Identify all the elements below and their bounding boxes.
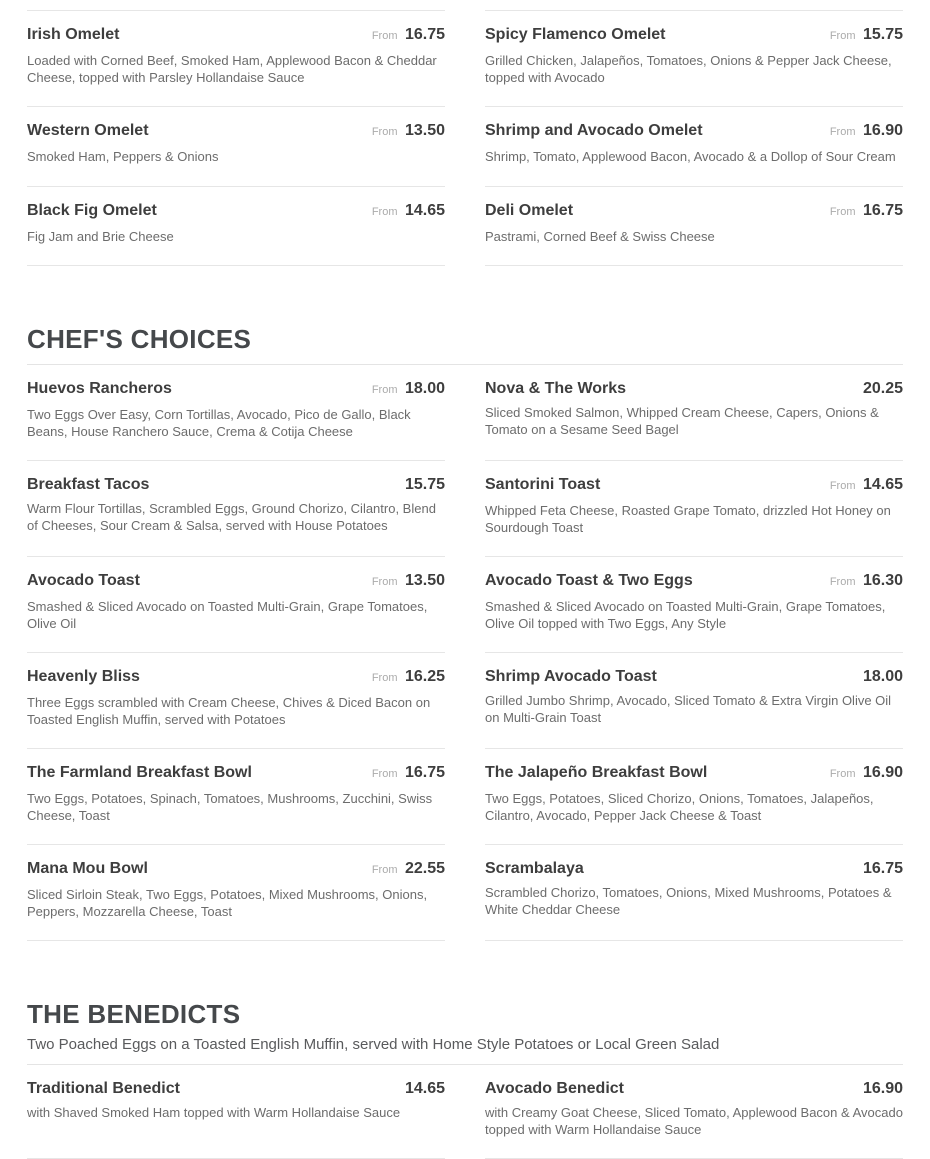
price-from-label: From	[371, 30, 398, 42]
price-value: 16.75	[862, 201, 903, 219]
menu-section	[27, 324, 903, 941]
price-value: 16.90	[862, 764, 903, 781]
menu-item-header	[485, 570, 903, 593]
item-description: Grilled Chicken, Jalapeños, Tomatoes, Onions & Pepper Jack Cheese, topped with Avocado	[485, 53, 892, 85]
item-description: Two Eggs, Potatoes, Sliced Chorizo, Onions, Tomatoes, Jalapeños, Cilantro, Avocado, Pepper Jack Cheese & Toast	[485, 791, 874, 823]
item-description: Two Eggs, Potatoes, Spinach, Tomatoes, Mushrooms, Zucchini, Swiss Cheese, Toast	[27, 791, 433, 823]
price-value: 16.90	[862, 122, 903, 139]
price-value: 18.00	[862, 668, 903, 685]
item-price	[372, 378, 445, 401]
item-price	[372, 200, 445, 223]
menu-item-header	[485, 858, 903, 879]
item-name[interactable]: Shrimp and Avocado Omelet	[485, 122, 703, 139]
menu-item[interactable]	[485, 748, 903, 844]
menu-item[interactable]	[27, 106, 445, 186]
menu-item-header	[27, 24, 445, 47]
menu-item[interactable]	[485, 460, 903, 556]
price-value: 16.75	[404, 764, 445, 781]
item-description: Pastrami, Corned Beef & Swiss Cheese	[485, 228, 715, 244]
menu-item[interactable]	[485, 10, 903, 106]
item-price	[863, 666, 903, 687]
item-price	[372, 570, 445, 593]
price-value: 20.25	[862, 380, 903, 397]
menu-item-header	[27, 858, 445, 881]
menu-item-header	[485, 762, 903, 785]
menu-item[interactable]	[485, 106, 903, 186]
item-name[interactable]: Mana Mou Bowl	[27, 860, 148, 877]
menu-item[interactable]	[27, 186, 445, 267]
price-value: 16.75	[404, 26, 445, 43]
item-description: Loaded with Corned Beef, Smoked Ham, Applewood Bacon & Cheddar Cheese, topped with Parsley Hollandaise Sauce	[27, 53, 437, 85]
price-value: 15.75	[862, 26, 903, 43]
item-price	[830, 474, 903, 497]
price-value: 16.25	[404, 668, 445, 685]
price-from-label: From	[371, 576, 398, 588]
section-title: THE BENEDICTS	[27, 999, 241, 1029]
item-description: with Shaved Smoked Ham topped with Warm Hollandaise Sauce	[27, 1105, 401, 1120]
menu-item[interactable]	[27, 556, 445, 652]
item-name[interactable]: Shrimp Avocado Toast	[485, 668, 657, 685]
price-from-label: From	[371, 864, 398, 876]
menu-item[interactable]	[485, 652, 903, 748]
menu-item-header	[27, 120, 445, 143]
item-description: with Creamy Goat Cheese, Sliced Tomato, Applewood Bacon & Avocado topped with Warm Hollandaise Sauce	[485, 1105, 903, 1137]
menu-item-header	[485, 24, 903, 47]
item-name[interactable]: Santorini Toast	[485, 476, 601, 493]
section-title: CHEF'S CHOICES	[27, 324, 252, 354]
item-name[interactable]: Avocado Toast & Two Eggs	[485, 572, 693, 589]
price-from-label: From	[829, 30, 856, 42]
item-price	[372, 858, 445, 881]
item-description: Scrambled Chorizo, Tomatoes, Onions, Mixed Mushrooms, Potatoes & White Cheddar Cheese	[485, 885, 892, 917]
menu-item[interactable]	[27, 844, 445, 941]
item-description: Smashed & Sliced Avocado on Toasted Multi-Grain, Grape Tomatoes, Olive Oil	[27, 599, 428, 631]
menu-item[interactable]	[27, 1065, 445, 1159]
item-name[interactable]: Traditional Benedict	[27, 1080, 180, 1097]
item-name[interactable]: Scrambalaya	[485, 860, 584, 877]
price-from-label: From	[371, 205, 398, 218]
item-name[interactable]: Irish Omelet	[27, 26, 120, 43]
item-description: Sliced Sirloin Steak, Two Eggs, Potatoes, Mixed Mushrooms, Onions, Peppers, Mozzarella Cheese, Toast	[27, 887, 428, 919]
price-value: 14.65	[404, 1080, 445, 1097]
item-price	[372, 666, 445, 689]
item-description: Shrimp, Tomato, Applewood Bacon, Avocado & a Dollop of Sour Cream	[485, 149, 896, 164]
price-value: 16.90	[862, 1080, 903, 1097]
price-value: 13.50	[404, 572, 445, 589]
item-price	[830, 200, 903, 223]
menu-item-grid	[27, 365, 903, 941]
price-from-label: From	[829, 576, 856, 588]
menu-item[interactable]	[485, 186, 903, 267]
price-value: 15.75	[404, 476, 445, 493]
price-from-label: From	[371, 384, 398, 396]
menu-item-grid	[27, 10, 903, 266]
menu-item[interactable]	[27, 748, 445, 844]
item-description: Smashed & Sliced Avocado on Toasted Multi-Grain, Grape Tomatoes, Olive Oil topped with Two Eggs, Any Style	[485, 599, 886, 631]
item-name[interactable]: The Farmland Breakfast Bowl	[27, 764, 252, 781]
item-price	[863, 858, 903, 879]
menu-section	[27, 999, 903, 1159]
item-price	[863, 1078, 903, 1099]
item-price	[372, 24, 445, 47]
item-price	[830, 570, 903, 593]
item-name[interactable]: Heavenly Bliss	[27, 668, 140, 685]
menu-item-header	[27, 762, 445, 785]
item-description: Whipped Feta Cheese, Roasted Grape Tomato, drizzled Hot Honey on Sourdough Toast	[485, 503, 891, 535]
item-description: Smoked Ham, Peppers & Onions	[27, 149, 219, 164]
price-from-label: From	[829, 205, 856, 218]
price-from-label: From	[371, 768, 398, 780]
item-name[interactable]: Black Fig Omelet	[27, 201, 157, 219]
item-price	[830, 24, 903, 47]
menu-item[interactable]	[27, 652, 445, 748]
item-price	[372, 762, 445, 785]
menu-item-header	[27, 200, 445, 223]
menu-item[interactable]	[27, 460, 445, 556]
menu-item[interactable]	[485, 1065, 903, 1159]
item-description: Two Eggs Over Easy, Corn Tortillas, Avocado, Pico de Gallo, Black Beans, House Ranchero Sauce, Crema & Cotija Cheese	[27, 407, 411, 439]
item-name[interactable]: Deli Omelet	[485, 201, 574, 219]
price-from-label: From	[829, 768, 856, 780]
menu-item-header	[27, 474, 445, 495]
menu-item-header	[485, 200, 903, 223]
menu-item[interactable]	[485, 365, 903, 460]
item-description: Fig Jam and Brie Cheese	[27, 228, 174, 244]
section-header	[27, 324, 903, 365]
item-description: Warm Flour Tortillas, Scrambled Eggs, Ground Chorizo, Cilantro, Blend of Cheeses, Sour Cream & Salsa, served with House Potatoes	[27, 501, 436, 533]
price-value: 14.65	[862, 476, 903, 493]
item-name[interactable]: Spicy Flamenco Omelet	[485, 26, 666, 43]
item-price	[830, 120, 903, 143]
price-from-label: From	[829, 126, 856, 138]
item-name[interactable]: Huevos Rancheros	[27, 380, 172, 397]
section-header	[27, 999, 903, 1065]
section-subtitle: Two Poached Eggs on a Toasted English Muffin, served with Home Style Potatoes or Local Green Salad	[27, 1036, 720, 1053]
menu-item-header	[27, 1078, 445, 1099]
item-description: Sliced Smoked Salmon, Whipped Cream Cheese, Capers, Onions & Tomato on a Sesame Seed Bagel	[485, 405, 879, 437]
menu-item-grid	[27, 1065, 903, 1159]
menu-item-header	[485, 1078, 903, 1099]
menu-item-header	[485, 378, 903, 399]
menu-item-header	[27, 666, 445, 689]
menu-item[interactable]	[27, 10, 445, 106]
menu-sections-container	[27, 10, 903, 1159]
price-value: 14.65	[404, 201, 445, 219]
menu-item-header	[27, 570, 445, 593]
price-value: 13.50	[404, 122, 445, 139]
item-name[interactable]: Avocado Benedict	[485, 1080, 624, 1097]
menu-item[interactable]	[27, 365, 445, 460]
item-name[interactable]: Avocado Toast	[27, 572, 140, 589]
menu-item[interactable]	[485, 844, 903, 941]
item-name[interactable]: The Jalapeño Breakfast Bowl	[485, 764, 708, 781]
price-from-label: From	[371, 126, 398, 138]
price-from-label: From	[371, 672, 398, 684]
menu-item-header	[27, 378, 445, 401]
item-name[interactable]: Breakfast Tacos	[27, 476, 150, 493]
menu-item[interactable]	[485, 556, 903, 652]
menu-item-header	[485, 666, 903, 687]
price-value: 16.75	[862, 860, 903, 877]
item-price	[830, 762, 903, 785]
item-name[interactable]: Western Omelet	[27, 122, 149, 139]
price-from-label: From	[829, 480, 856, 492]
item-name[interactable]: Nova & The Works	[485, 380, 627, 397]
item-price	[372, 120, 445, 143]
item-price	[405, 1078, 445, 1099]
price-value: 16.30	[862, 572, 903, 589]
item-price	[405, 474, 445, 495]
menu-item-header	[485, 474, 903, 497]
price-value: 22.55	[404, 860, 445, 877]
item-description: Three Eggs scrambled with Cream Cheese, Chives & Diced Bacon on Toasted English Muffin, served with Potatoes	[27, 695, 431, 727]
menu-item-header	[485, 120, 903, 143]
item-price	[863, 378, 903, 399]
item-description: Grilled Jumbo Shrimp, Avocado, Sliced Tomato & Extra Virgin Olive Oil on Multi-Grain Toast	[485, 693, 892, 725]
price-value: 18.00	[404, 380, 445, 397]
menu-section	[27, 10, 903, 266]
